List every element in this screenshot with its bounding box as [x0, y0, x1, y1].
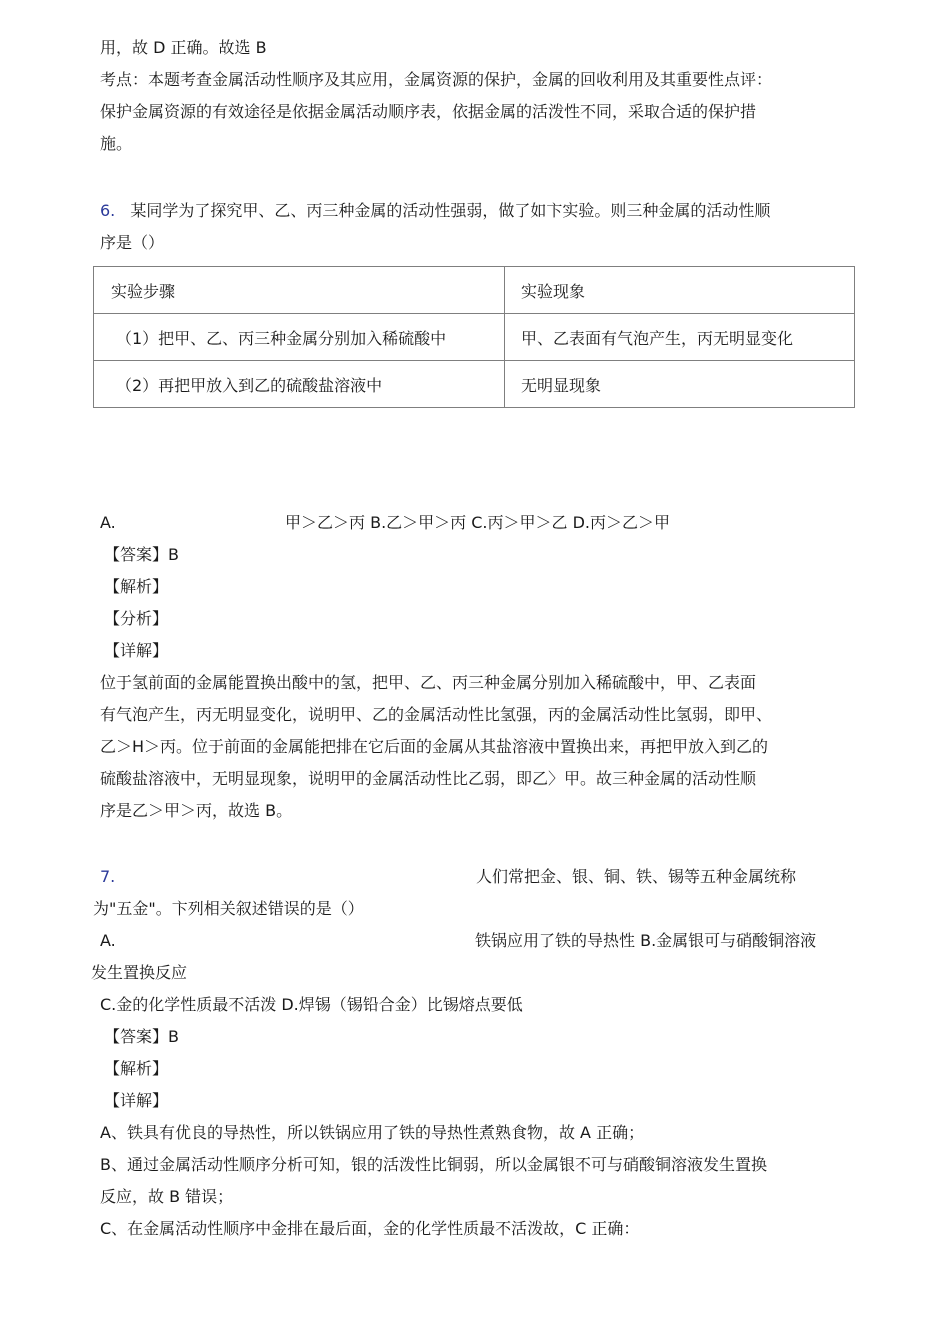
- options-text: 铁锅应用了铁的导热性 B.金属银可与硝酸铜溶液: [475, 931, 817, 950]
- question-6-stem-cont: 序是（）: [100, 233, 165, 252]
- table-cell: （2）再把甲放入到乙的硫酸盐溶液中: [94, 361, 505, 408]
- text-line: 硫酸盐溶液中，无明显现象，说明甲的金属活动性比乙弱，即乙〉甲。故三种金属的活动性顺: [100, 769, 757, 788]
- analysis-label: 【解析】: [104, 577, 169, 596]
- answer-label: 【答案】B: [104, 1027, 179, 1046]
- table-header-cell: 实验步骤: [94, 267, 505, 314]
- text-line: 位于氢前面的金属能置换出酸中的氢，把甲、乙、丙三种金属分别加入稀硫酸中，甲、乙表面: [100, 673, 757, 692]
- analysis-sub-label: 【分析】: [104, 609, 169, 628]
- analysis-label: 【解析】: [104, 1059, 169, 1078]
- text-line: 保护金属资源的有效途径是依据金属活动顺序表，依据金属的活泼性不同，采取合适的保护措: [100, 102, 757, 121]
- text-line: C、在金属活动性顺序中金排在最后面，金的化学性质最不活泼故，C 正确：: [100, 1219, 640, 1238]
- text-line: 反应，故 B 错误；: [100, 1187, 234, 1206]
- options-text: 甲＞乙＞丙 B.乙＞甲＞丙 C.丙＞甲＞乙 D.丙＞乙＞甲: [285, 513, 670, 532]
- text-line: A、铁具有优良的导热性，所以铁锅应用了铁的导热性煮熟食物，故 A 正确；: [100, 1123, 645, 1142]
- question-number: 7.: [100, 867, 116, 886]
- table-row: [94, 361, 855, 408]
- detail-label: 【详解】: [104, 641, 169, 660]
- question-6-stem: 6. 某同学为了探究甲、乙、丙三种金属的活动性强弱，做了如卞实验。则三种金属的活动性顺: [100, 201, 771, 220]
- options-text: C.金的化学性质最不活泼 D.焊锡（锡铅合金）比锡熔点要低: [100, 995, 523, 1014]
- text-line: 有气泡产生，丙无明显变化，说明甲、乙的金属活动性比氢强，丙的金属活动性比氢弱，即甲、: [100, 705, 773, 724]
- text-line: B、通过金属活动性顺序分析可知，银的活泼性比铜弱，所以金属银不可与硝酸铜溶液发生置换: [100, 1155, 767, 1174]
- answer-label: 【答案】B: [104, 545, 179, 564]
- question-number: 6.: [100, 201, 116, 220]
- text-line: 施。: [100, 134, 133, 153]
- option-label: A.: [100, 931, 116, 950]
- options-text: 发生置换反应: [91, 963, 188, 982]
- table-cell: 无明显现象: [505, 361, 855, 408]
- option-label: A.: [100, 513, 116, 532]
- table-cell: （1）把甲、乙、丙三种金属分别加入稀硫酸中: [94, 314, 505, 361]
- text-line: 序是乙＞甲＞丙，故选 B。: [100, 801, 293, 820]
- table-header-cell: 实验现象: [505, 267, 855, 314]
- question-7-stem-cont: 为"五金"。卞列相关叙述错误的是（）: [93, 899, 364, 918]
- text-line: 乙＞H＞丙。位于前面的金属能把排在它后面的金属从其盐溶液中置换出来，再把甲放入到乙的: [100, 737, 769, 756]
- detail-label: 【详解】: [104, 1091, 169, 1110]
- table-header-row: [94, 267, 855, 314]
- text-line: 考点：本题考查金属活动性顺序及其应用，金属资源的保护，金属的回收利用及其重要性点评：: [100, 70, 773, 89]
- experiment-table: [93, 266, 855, 408]
- question-7-stem: 人们常把金、银、铜、铁、锡等五种金属统称: [476, 867, 797, 886]
- table-row: [94, 314, 855, 361]
- table-cell: 甲、乙表面有气泡产生，丙无明显变化: [505, 314, 855, 361]
- text-line: 用，故 D 正确。故选 B: [100, 38, 267, 57]
